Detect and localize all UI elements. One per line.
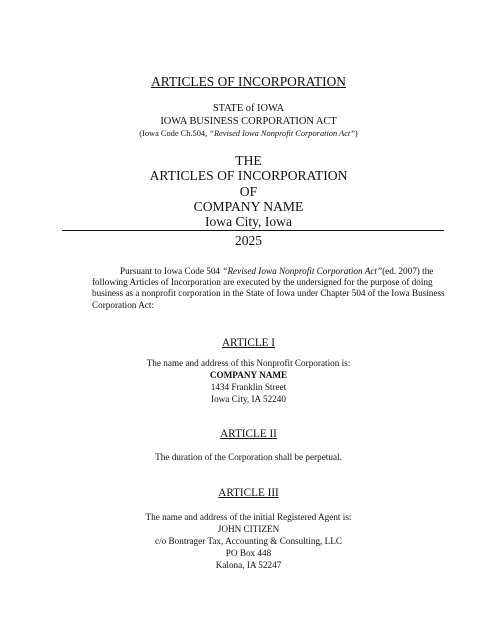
code-reference [0, 129, 497, 138]
title-year: 2025 [234, 233, 263, 248]
article-1-city: Iowa City, IA 52240 [211, 394, 286, 404]
title-divider [62, 230, 444, 231]
article-3-agent-name: JOHN CITIZEN [217, 524, 280, 534]
article-1-street: 1434 Franklin Street [210, 382, 287, 392]
article-1-intro: The name and address of this Nonprofit Corporation is: [146, 358, 351, 368]
code-reference-italic: “Revised Iowa Nonprofit Corporation Act” [209, 129, 355, 138]
code-reference-suffix: ) [354, 129, 358, 138]
title-company-name: COMPANY NAME [193, 199, 304, 214]
article-1-heading: ARTICLE I [221, 337, 276, 349]
article-3-firm: c/o Bontrager Tax, Accounting & Consulting, LLC [155, 536, 342, 546]
preamble-part2: (ed. 2007) the following Articles of Incorporation are executed by the undersigned for the purpose of doing business as a nonprofit corporation in the State of Iowa under Chapter 504 of the Iowa Business Corporation Act: [92, 266, 445, 310]
state-line: STATE of IOWA [212, 103, 285, 114]
article-3-heading: ARTICLE III [218, 487, 279, 499]
article-3-intro: The name and address of the initial Registered Agent is: [145, 512, 352, 522]
article-1-company-name: COMPANY NAME [209, 370, 288, 380]
preamble-part1: Pursuant to Iowa Code 504 [120, 266, 223, 276]
code-reference-prefix: (Iowa Code Ch.504, [139, 129, 210, 138]
title-of: OF [239, 184, 258, 199]
article-2-heading: ARTICLE II [220, 428, 277, 440]
act-line: IOWA BUSINESS CORPORATION ACT [160, 116, 337, 127]
title-articles: ARTICLES OF INCORPORATION [149, 168, 348, 183]
preamble-paragraph [92, 266, 448, 311]
document-heading: ARTICLES OF INCORPORATION [151, 74, 346, 89]
title-the: THE [235, 153, 262, 168]
article-3-po-box: PO Box 448 [225, 548, 272, 558]
article-2-text: The duration of the Corporation shall be perpetual. [155, 452, 342, 462]
title-city: Iowa City, Iowa [204, 214, 293, 229]
preamble-italic: “Revised Iowa Nonprofit Corporation Act” [222, 266, 383, 276]
article-3-city: Kalona, IA 52247 [215, 560, 282, 570]
